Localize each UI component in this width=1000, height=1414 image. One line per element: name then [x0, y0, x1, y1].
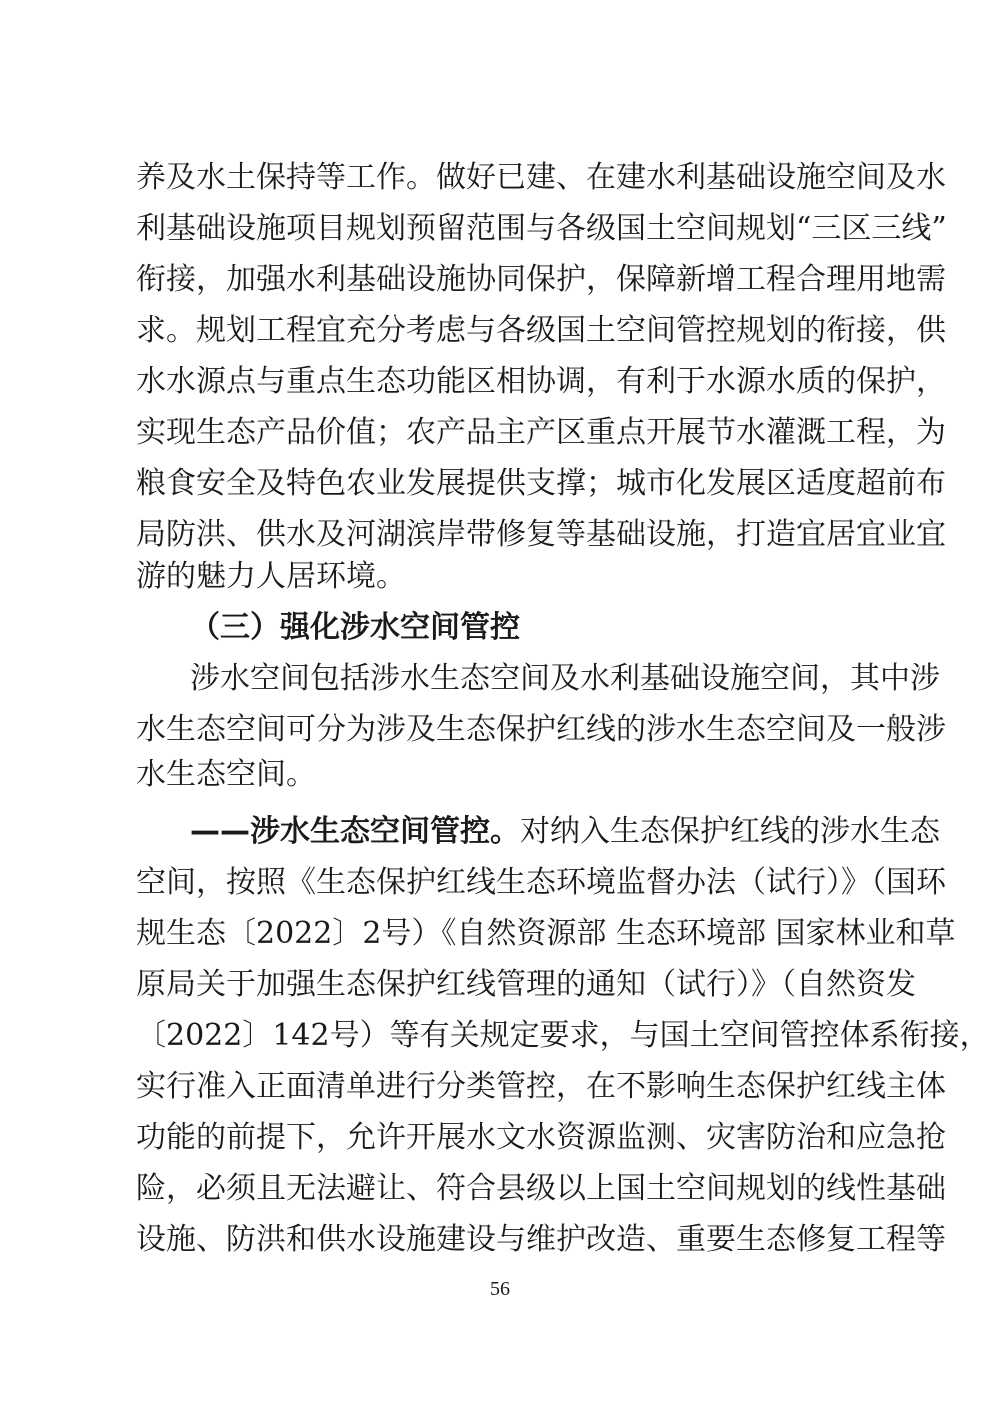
- text-line: 功能的前提下，允许开展水文水资源监测、灾害防治和应急抢: [136, 1120, 946, 1155]
- text-line: 水生态空间。: [136, 757, 316, 792]
- bold-lead: ——涉水生态空间管控。: [190, 814, 520, 849]
- text-line: 实现生态产品价值；农产品主产区重点开展节水灌溉工程，为: [136, 415, 946, 450]
- text-line: 游的魅力人居环境。: [136, 559, 406, 594]
- text-line: 局防洪、供水及河湖滨岸带修复等基础设施，打造宜居宜业宜: [136, 517, 946, 552]
- text-line: 粮食安全及特色农业发展提供支撑；城市化发展区适度超前布: [136, 466, 946, 501]
- page-number: 56: [490, 1278, 510, 1300]
- line-rest: 对纳入生态保护红线的涉水生态: [520, 814, 940, 849]
- text-line: 养及水土保持等工作。做好已建、在建水利基础设施空间及水: [136, 160, 946, 195]
- text-line: [190, 812, 940, 852]
- text-line: 险，必须且无法避让、符合县级以上国土空间规划的线性基础: [136, 1171, 946, 1206]
- text-line: 设施、防洪和供水设施建设与维护改造、重要生态修复工程等: [136, 1222, 946, 1257]
- text-line: 原局关于加强生态保护红线管理的通知（试行）》（自然资发: [136, 967, 916, 1002]
- text-line: 〔2022〕142号）等有关规定要求，与国土空间管控体系衔接，: [136, 1018, 990, 1053]
- text-line: 利基础设施项目规划预留范围与各级国土空间规划“三区三线”: [136, 211, 947, 246]
- text-line: 规生态〔2022〕2号）《自然资源部 生态环境部 国家林业和草: [136, 916, 956, 951]
- text-line: 求。规划工程宜充分考虑与各级国土空间管控规划的衔接，供: [136, 313, 946, 348]
- section-heading: （三）强化涉水空间管控: [190, 610, 520, 645]
- text-line: 衔接，加强水利基础设施协同保护，保障新增工程合理用地需: [136, 262, 946, 297]
- text-line: 涉水空间包括涉水生态空间及水利基础设施空间，其中涉: [190, 661, 940, 696]
- text-line: 水生态空间可分为涉及生态保护红线的涉水生态空间及一般涉: [136, 712, 946, 747]
- text-line: 水水源点与重点生态功能区相协调，有利于水源水质的保护，: [136, 364, 946, 399]
- text-line: 空间，按照《生态保护红线生态环境监督办法（试行）》（国环: [136, 865, 946, 900]
- text-line: 实行准入正面清单进行分类管控，在不影响生态保护红线主体: [136, 1069, 946, 1104]
